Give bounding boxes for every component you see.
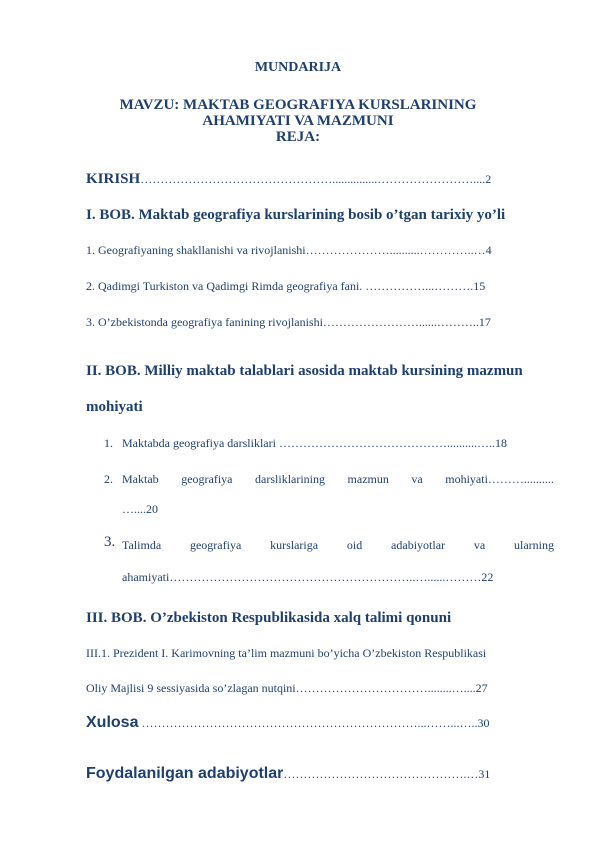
list-number-3: 3. (104, 534, 116, 550)
toc-entry-1-3: 3. O’zbekistonda geografiya fanining rivojlanishi……………………......………..17 (86, 315, 491, 329)
word: kurslariga (270, 538, 319, 552)
kirish-label: KIRISH (86, 171, 141, 187)
toc-entry-2-3 (122, 538, 554, 553)
word: va (473, 538, 486, 552)
topic-line-2: AHAMIYATI VA MAZMUNI (202, 113, 394, 129)
contents-title: MUNDARIJA (254, 60, 342, 75)
chapter2-heading-line-1: II. BOB. Milliy maktab talablari asosida maktab kursining mazmun (86, 363, 523, 379)
list-number-1: 1. (104, 436, 113, 450)
word: mohiyati……….......... (445, 472, 554, 486)
word: Maktab (122, 472, 159, 486)
toc-entry-foydalanilgan (86, 765, 546, 783)
toc-entry-2-3-cont: ahamiyati……………………………………………………..…......………22 (122, 570, 494, 584)
xulosa-dots: ……………………………………………………………...……...…..30 (138, 716, 490, 730)
toc-entry-kirish (86, 171, 546, 188)
word: mazmun (347, 472, 389, 486)
foydalanilgan-label: Foydalanilgan adabiyotlar (86, 765, 284, 782)
chapter2-heading-line-2: mohiyati (86, 399, 143, 415)
word: Talimda (122, 538, 162, 552)
plan-heading: REJA: (275, 129, 321, 145)
xulosa-label: Xulosa (86, 714, 139, 731)
toc-entry-1-2: 2. Qadimgi Turkiston va Qadimgi Rimda geografiya fani. ……………...……….15 (86, 279, 486, 293)
word: adabiyotlar (391, 538, 446, 552)
foydalanilgan-dots: ……………………………………….…31 (283, 767, 491, 781)
chapter1-heading: I. BOB. Maktab geografiya kurslarining bosib o’tgan tarixiy yo’li (86, 207, 506, 223)
topic-line-1: MAVZU: MAKTAB GEOGRAFIYA KURSLARINING (119, 97, 477, 113)
word: oid (346, 538, 363, 552)
toc-entry-xulosa (86, 714, 546, 732)
chapter3-heading: III. BOB. O’zbekiston Respublikasida xalq talimi qonuni (86, 610, 452, 626)
word: darsliklarining (255, 472, 326, 486)
word: geografiya (189, 538, 242, 552)
toc-entry-2-1: Maktabda geografiya darsliklari ……………………………………..........…..18 (122, 436, 507, 450)
word: ularning (513, 538, 554, 552)
word: geografiya (181, 472, 233, 486)
kirish-dots: …………………………………………...............……………………....2 (140, 172, 492, 186)
list-number-2: 2. (104, 472, 113, 486)
toc-entry-1-1: 1. Geografiyaning shakllanishi va rivojlanishi…………………..........…………..…4 (86, 243, 492, 257)
toc-entry-2-2-cont: …....20 (122, 502, 158, 516)
toc-entry-3-1-line-2: Oliy Majlisi 9 sessiyasida so’zlagan nutqini……………………………........…....27 (86, 681, 488, 695)
word: va (411, 472, 423, 486)
toc-entry-3-1-line-1: III.1. Prezident I. Karimovning ta’lim mazmuni bo’yicha O’zbekiston Respublikasi (86, 646, 487, 660)
toc-entry-2-2 (122, 472, 554, 487)
